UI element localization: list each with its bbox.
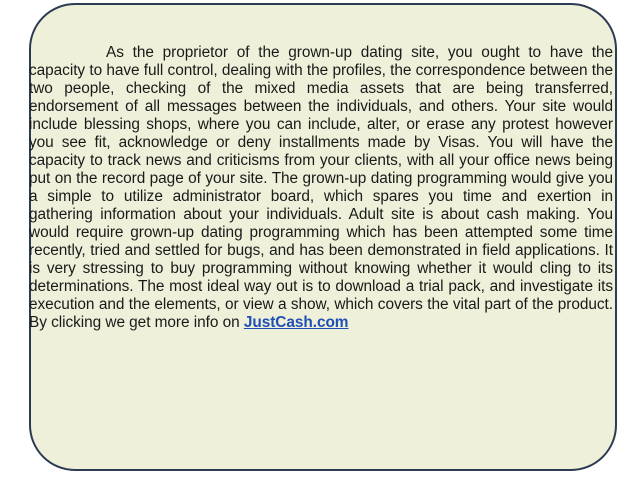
paragraph-text: As the proprietor of the grown-up dating site, you ought to have the capacity to have full control, dealing with the profiles, the correspondence between the two people, checking of the mixed media assets that are being transferred, endorsement of all messages between the individuals, and others. Your site would include blessing shops, where you can include, alter, or erase any protest however you see fit, acknowledge or deny installments made by Visas. You will have the capacity to track news and criticisms from your clients, with all your office news being put on the record page of your site. The grown-up dating programming would give you a simple to utilize administrator board, which spares you time and exertion in gathering information about your individuals. Adult site is about cash making. You would require grown-up dating programming which has been attempted some time recently, tried and settled for bugs, and has been demonstrated in field applications. It is very stressing to buy programming without knowing whether it would cling to its determinations. The most ideal way out is to download a trial pack, and investigate its execution and the elements, or view a show, which covers the vital part of the product. By clicking we get more info on <box>29 44 613 331</box>
body-paragraph <box>29 44 613 332</box>
justcash-link[interactable]: JustCash.com <box>243 314 349 331</box>
